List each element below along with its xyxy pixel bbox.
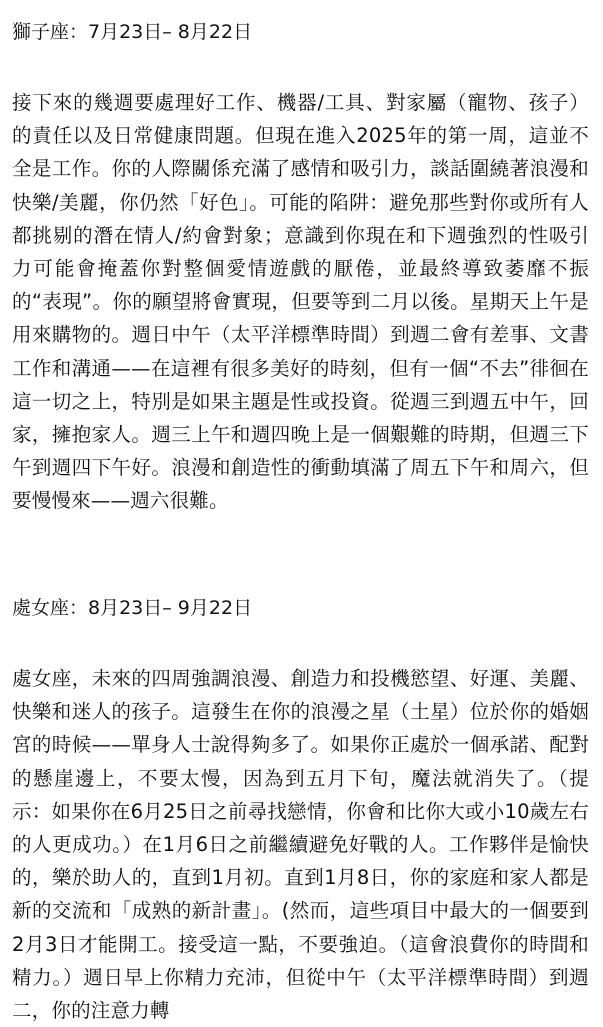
virgo-paragraph: 處女座，未來的四周強調浪漫、創造力和投機慾望、好運、美麗、快樂和迷人的孩子。這發生在你的浪漫之星（土星）位於你的婚姻宮的時候——單身人士說得夠多了。如果你正處於一個承諾、配對的懸崖邊上，不要太慢，因為到五月下旬，魔法就消失了。（提示：如果你在6月25日之前尋找戀情，你會和比你大或小10歲左右的人更成功。）在1月6日之前繼續避免好戰的人。工作夥伴是愉快的，樂於助人的，直到1月初。直到1月8日，你的家庭和家人都是新的交流和「成熟的新計畫」。(然而，這些項目中最大的一個要到2月3日才能開工。接受這一點，不要強迫。（這會浪費你的時間和精力。）週日早上你精力充沛，但從中午（太平洋標準時間）到週二，你的注意力轉 (12, 667, 589, 1023)
leo-heading: 獅子座：7月23日– 8月22日 (12, 21, 253, 43)
virgo-heading: 處女座：8月23日– 9月22日 (12, 597, 253, 619)
leo-paragraph: 接下來的幾週要處理好工作、機器/工具、對家屬（寵物、孩子）的責任以及日常健康問題。但現在進入2025年的第一周，這並不全是工作。你的人際關係充滿了感情和吸引力，談話圍繞著浪漫和快樂/美麗，你仍然「好色」。可能的陷阱：避免那些對你或所有人都挑剔的潛在情人/約會對象；意識到你現在和下週強烈的性吸引力可能會掩蓋你對整個愛情遊戲的厭倦，並最終導致萎靡不振的“表現”。你的願望將會實現，但要等到二月以後。星期天上午是用來購物的。週日中午（太平洋標準時間）到週二會有差事、文書工作和溝通——在這裡有很多美好的時刻，但有一個“不去”徘徊在這一切之上，特別是如果主題是性或投資。從週三到週五中午，回家，擁抱家人。週三上午和週四晚上是一個艱難的時期，但週三下午到週四下午好。浪漫和創造性的衝動填滿了周五下午和周六，但要慢慢來——週六很難。 (12, 91, 589, 513)
